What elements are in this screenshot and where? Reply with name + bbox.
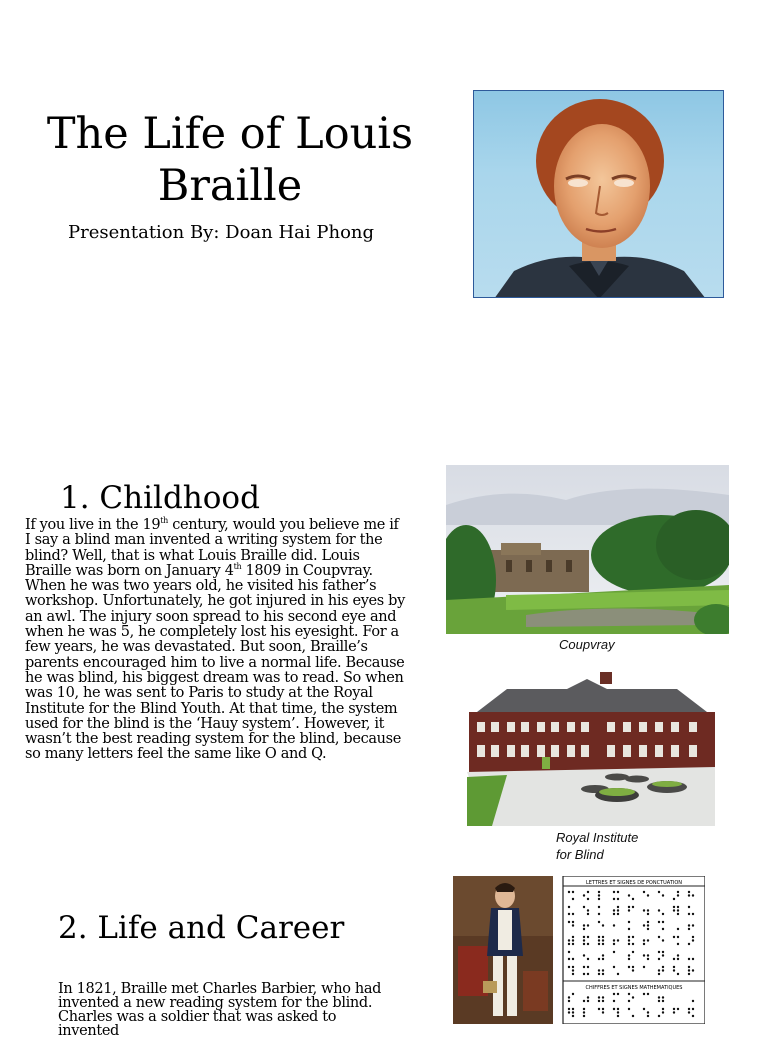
title-line-2: Braille: [157, 161, 303, 211]
presenter-subtitle: Presentation By: Doan Hai Phong: [68, 222, 375, 243]
childhood-paragraph: If you live in the 19th century, would you believe me if I say a blind man invented a writing system for the blind? Well, that is what Louis Braille did. Louis Braille was born on January 4th 1809 in Coupvray. When he was two years old, he visited his father’s workshop. Unfortunately, he got injured in his eyes by an awl. The injury soon spread to his second eye and when he was 5, he completely lost his eyesight. For a few years, he was devastated. But soon, Braille’s parents encouraged him to live a normal life. Because he was blind, his biggest dream was to read. So when was 10, he was sent to Paris to study at the Royal Institute for the Blind Youth. At that time, the system used for the blind is the ‘Hauy system’. However, it wasn’t the best reading system for the blind, because so many letters feel the same like O and Q.: [25, 516, 405, 763]
title-line-1: The Life of Louis: [46, 109, 414, 159]
coupvray-photo: [446, 465, 729, 634]
louis-braille-portrait: [473, 90, 724, 298]
page-title: [20, 108, 440, 212]
royal-institute-photo: [467, 667, 715, 826]
chart-header-1: LETTRES ET SIGNES DE PONCTUATION: [585, 880, 683, 886]
caption-royal-institute: Royal Institute for Blind: [556, 830, 639, 862]
life-career-paragraph: In 1821, Braille met Charles Barbier, who had invented a new reading system for the blind. Charles was a soldier that was asked to invented: [58, 981, 382, 1039]
chart-header-2: CHIFFRES ET SIGNES MATHEMATIQUES: [585, 985, 683, 991]
caption-coupvray: Coupvray: [559, 637, 615, 652]
section-heading-childhood: 1. Childhood: [60, 480, 260, 516]
section-heading-life-career: 2. Life and Career: [58, 910, 345, 946]
napoleon-braille-image: [453, 876, 705, 1024]
